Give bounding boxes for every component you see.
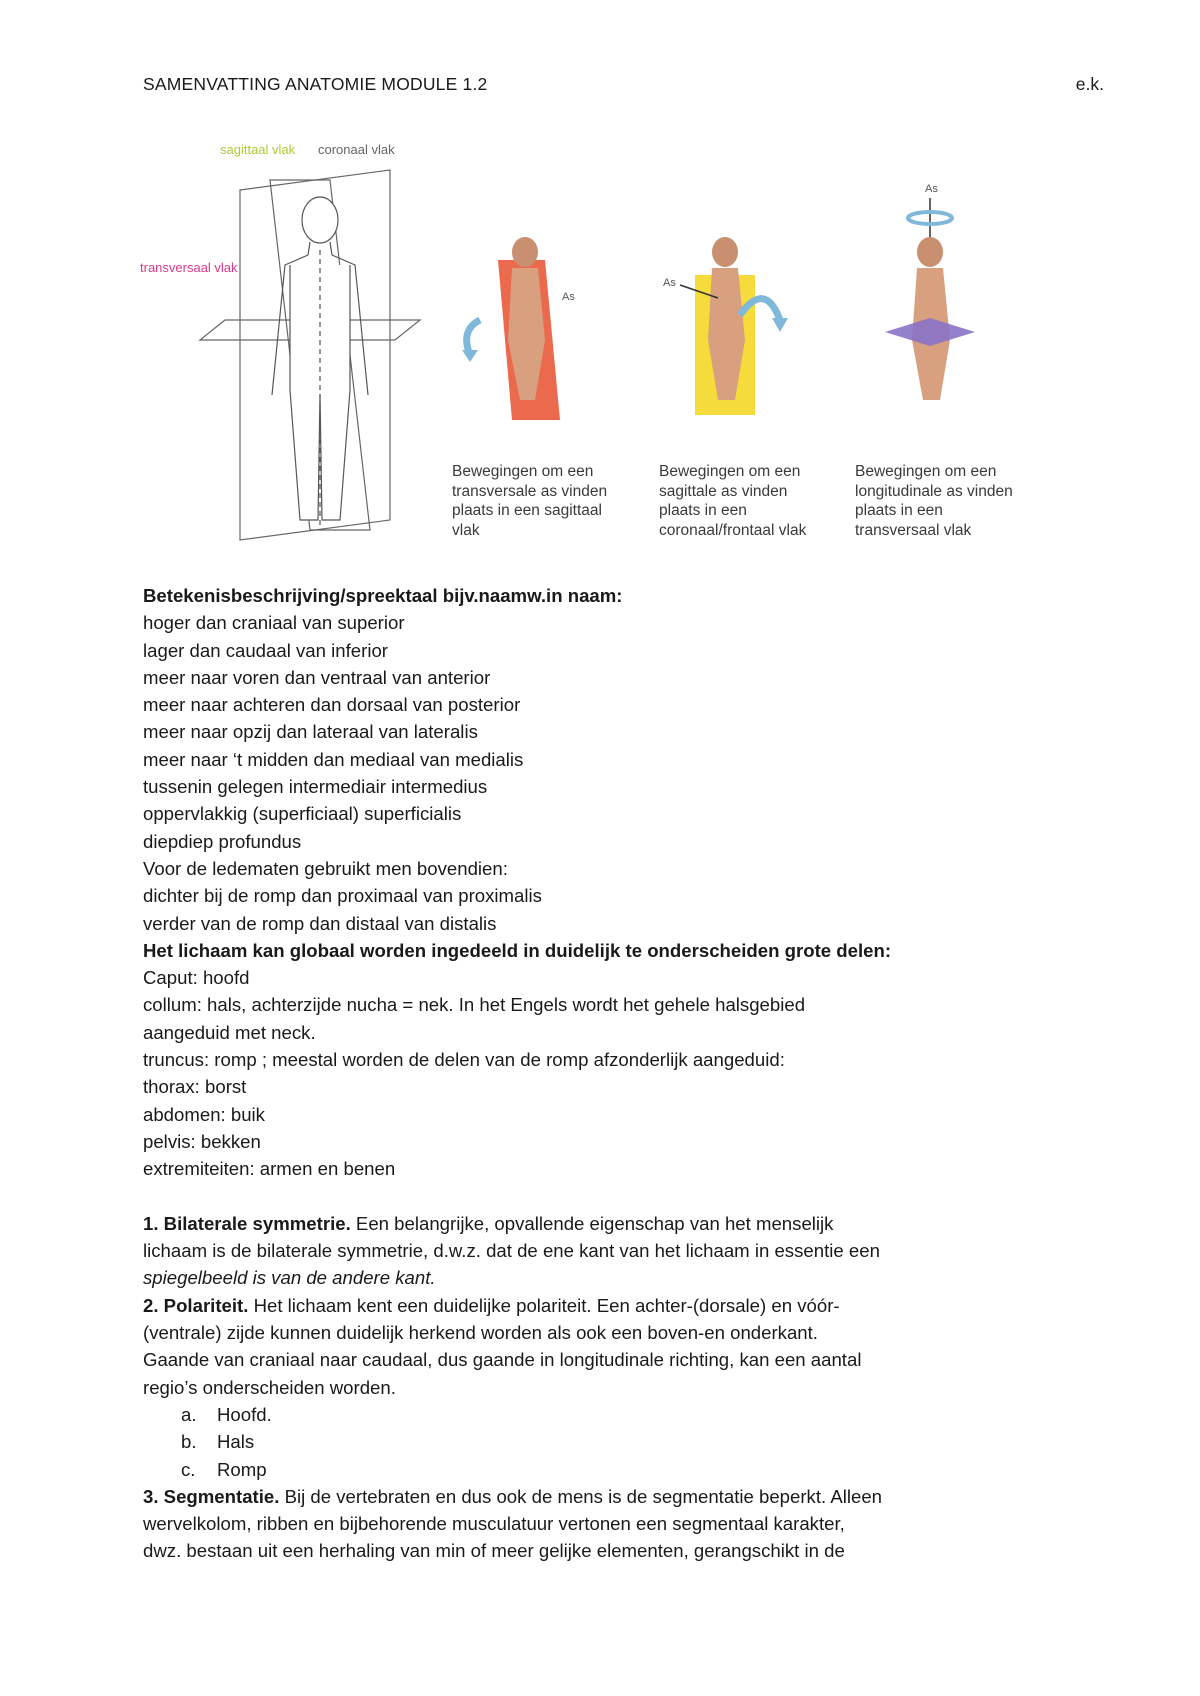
- caption-line: transversale as vinden: [452, 482, 608, 500]
- paragraph-gap: [143, 1183, 1103, 1210]
- part-line: truncus: romp ; meestal worden de delen van de romp afzonderlijk aangeduid:: [143, 1049, 785, 1071]
- term-line: oppervlakkig (superficiaal) superficialis: [143, 803, 462, 825]
- list-item: [143, 1428, 1103, 1455]
- polarity-text: Het lichaam kent een duidelijke polariteit. Een achter-(dorsale) en vóór-: [248, 1294, 840, 1316]
- caption-line: Bewegingen om een: [452, 463, 594, 480]
- terms-heading-text: Betekenisbeschrijving/spreektaal bijv.naamw.in naam:: [143, 585, 623, 606]
- caption-sagittal: [452, 462, 652, 540]
- part-line: extremiteiten: armen en benen: [143, 1158, 396, 1180]
- polarity-paragraph-line: [143, 1292, 1103, 1319]
- symmetry-paragraph-line: [143, 1210, 1103, 1237]
- term-line: verder van de romp dan distaal van distalis: [143, 912, 497, 934]
- symmetry-title: 1. Bilaterale symmetrie.: [143, 1212, 351, 1234]
- term-line: meer naar achteren dan dorsaal van posterior: [143, 694, 521, 716]
- symmetry-italic-text: spiegelbeeld is van de andere kant.: [143, 1267, 436, 1289]
- svg-text:As: As: [663, 277, 676, 289]
- anatomy-planes-figure: [140, 140, 1040, 550]
- caption-line: coronaal/frontaal vlak: [659, 521, 807, 539]
- segmentation-text: Bij de vertebraten en dus ook de mens is de segmentatie beperkt. Alleen: [279, 1485, 883, 1507]
- part-line: thorax: borst: [143, 1076, 247, 1098]
- polarity-paragraph-line: regio’s onderscheiden worden.: [143, 1376, 396, 1398]
- coronal-movement-figure: [663, 237, 788, 415]
- term-line: dichter bij de romp dan proximaal van proximalis: [143, 885, 542, 907]
- segmentation-title: 3. Segmentatie.: [143, 1485, 280, 1507]
- sagittal-label-mark: sagittaal vlak: [220, 142, 296, 157]
- term-line: tussenin gelegen intermediair intermedius: [143, 776, 488, 798]
- list-marker: c.: [181, 1458, 196, 1480]
- segmentation-paragraph-line: [143, 1483, 1103, 1510]
- page-header: [143, 74, 1104, 98]
- part-line: collum: hals, achterzijde nucha = nek. In het Engels wordt het gehele halsgebied: [143, 994, 806, 1016]
- term-line: lager dan caudaal van inferior: [143, 639, 388, 661]
- parts-heading-text: Het lichaam kan globaal worden ingedeeld in duidelijk te onderscheiden grote delen:: [143, 939, 892, 961]
- caption-line: plaats in een: [855, 502, 943, 519]
- term-line: diepdiep profundus: [143, 830, 302, 852]
- list-marker: b.: [181, 1431, 197, 1453]
- term-line: hoger dan craniaal van superior: [143, 612, 405, 634]
- caption-line: Bewegingen om een: [659, 463, 801, 480]
- term-line: meer naar opzij dan lateraal van lateralis: [143, 721, 478, 743]
- terms-heading: [143, 582, 1103, 609]
- list-item-text: Romp: [217, 1458, 267, 1480]
- caption-line: transversaal vlak: [855, 521, 972, 539]
- part-line: pelvis: bekken: [143, 1130, 261, 1152]
- caption-line: Bewegingen om een: [855, 463, 997, 480]
- caption-line: plaats in een: [659, 502, 747, 519]
- author-initials: e.k.: [1075, 74, 1104, 94]
- part-line: Caput: hoofd: [143, 967, 250, 989]
- term-line: Voor de ledematen gebruikt men bovendien:: [143, 857, 508, 879]
- caption-line: plaats in een sagittaal: [452, 502, 602, 519]
- segmentation-paragraph-line: wervelkolom, ribben en bijbehorende musculatuur vertonen een segmentaal karakter,: [143, 1513, 845, 1535]
- term-line: meer naar ‘t midden dan mediaal van medialis: [143, 748, 524, 770]
- reference-body-drawing: [200, 170, 420, 540]
- list-item: [143, 1456, 1103, 1483]
- transversal-label-mark: transversaal vlak: [140, 260, 238, 275]
- document-title: SAMENVATTING ANATOMIE MODULE 1.2: [143, 74, 488, 94]
- list-item-text: Hoofd.: [217, 1403, 272, 1425]
- term-line: meer naar voren dan ventraal van anterior: [143, 666, 491, 688]
- summary-text: [143, 582, 1103, 1565]
- part-line: abdomen: buik: [143, 1103, 265, 1125]
- caption-transversal: [855, 462, 1055, 540]
- parts-heading: [143, 937, 1103, 964]
- list-item: [143, 1401, 1103, 1428]
- symmetry-paragraph-line: lichaam is de bilaterale symmetrie, d.w.z. dat de ene kant van het lichaam in essentie een: [143, 1240, 880, 1262]
- polarity-paragraph-line: (ventrale) zijde kunnen duidelijk herkend worden als ook een boven-en onderkant.: [143, 1322, 818, 1344]
- polarity-title: 2. Polariteit.: [143, 1294, 249, 1316]
- list-item-text: Hals: [217, 1431, 255, 1453]
- transversal-movement-figure: [885, 183, 975, 400]
- sagittal-movement-figure: [462, 237, 575, 420]
- part-line: aangeduid met neck.: [143, 1021, 316, 1043]
- caption-line: sagittale as vinden: [659, 482, 788, 500]
- caption-line: vlak: [452, 521, 480, 539]
- caption-coronal: [659, 462, 859, 540]
- coronal-label-mark: coronaal vlak: [318, 142, 395, 157]
- symmetry-text: Een belangrijke, opvallende eigenschap van het menselijk: [350, 1212, 834, 1234]
- segmentation-paragraph-line: dwz. bestaan uit een herhaling van min of meer gelijke elementen, gerangschikt in de: [143, 1540, 845, 1562]
- symmetry-paragraph-line: [143, 1264, 1103, 1291]
- svg-text:As: As: [562, 291, 575, 303]
- caption-line: longitudinale as vinden: [855, 482, 1013, 500]
- list-marker: a.: [181, 1403, 197, 1425]
- polarity-paragraph-line: Gaande van craniaal naar caudaal, dus gaande in longitudinale richting, kan een aantal: [143, 1349, 862, 1371]
- svg-text:As: As: [925, 183, 938, 195]
